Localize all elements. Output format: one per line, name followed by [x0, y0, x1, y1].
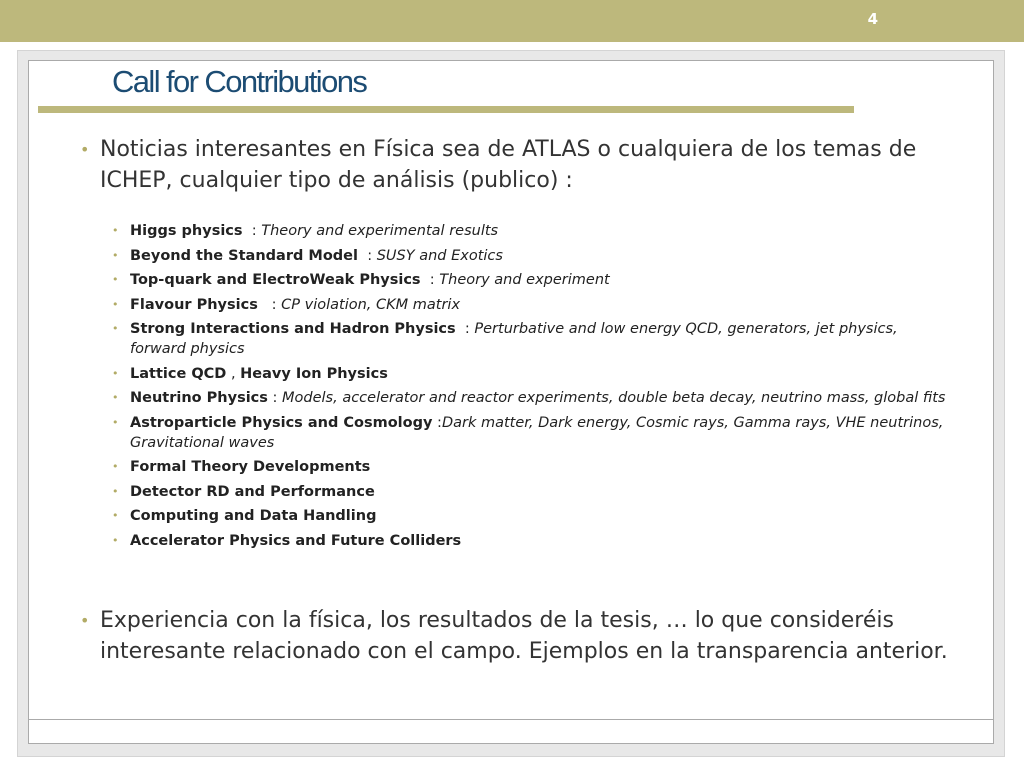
bullet-icon: • — [112, 322, 119, 335]
page-number: 4 — [867, 10, 878, 28]
bullet-icon: • — [112, 297, 119, 311]
topic-name: Formal Theory Developments — [130, 459, 371, 475]
topic-item — [112, 457, 950, 477]
topic-item — [112, 295, 950, 315]
topic-description: Theory and experiment — [439, 272, 610, 288]
topic-item — [112, 531, 950, 551]
topic-item — [112, 482, 950, 502]
topic-separator: , — [226, 365, 241, 382]
topic-separator: : — [358, 247, 377, 264]
topic-description: Dark matter, Dark energy, Cosmic rays, Gamma rays, VHE neutrinos, Gravitational waves — [130, 414, 944, 451]
bullet-icon: • — [80, 611, 90, 630]
bullet-icon: • — [112, 224, 119, 237]
topic-name: Computing and Data Handling — [130, 508, 377, 524]
bullet-icon: • — [112, 391, 119, 404]
topic-separator: : — [455, 321, 475, 337]
topic-description: SUSY and Exotics — [376, 247, 503, 264]
topic-item — [112, 388, 950, 408]
bullet-icon: • — [112, 273, 119, 286]
title-underline — [38, 106, 854, 113]
bullet-icon: • — [112, 484, 119, 498]
topic-item — [112, 506, 950, 526]
topic-name-secondary: Heavy Ion Physics — [240, 365, 388, 382]
topic-name: Higgs physics — [130, 223, 243, 239]
slide-title: Call for Contributions — [112, 64, 367, 99]
topic-item — [112, 270, 950, 290]
topic-name: Astroparticle Physics and Cosmology — [130, 414, 433, 431]
main-bullet-2 — [80, 605, 950, 667]
bullet-icon: • — [112, 460, 119, 473]
topic-item — [112, 413, 950, 453]
topic-separator: : — [257, 296, 282, 313]
topic-separator: : — [267, 390, 283, 406]
footer-divider — [28, 719, 994, 720]
main-bullet-text: Noticias interesantes en Física sea de ATLAS o cualquiera de los temas de ICHEP, cualquier tipo de análisis (publico) : — [100, 137, 917, 193]
topic-description: Models, accelerator and reactor experiments, double beta decay, neutrino mass, global fits — [282, 390, 946, 406]
topic-name: Beyond the Standard Model — [130, 247, 358, 264]
topic-name: Top-quark and ElectroWeak Physics — [130, 272, 421, 288]
topic-separator: : — [420, 272, 440, 288]
topic-name: Strong Interactions and Hadron Physics — [130, 321, 456, 337]
topic-description: Theory and experimental results — [261, 223, 499, 239]
topic-description: CP violation, CKM matrix — [281, 296, 461, 313]
topic-name: Lattice QCD — [130, 365, 227, 382]
topic-separator: : — [242, 223, 262, 239]
bullet-icon: • — [112, 248, 119, 262]
bullet-icon: • — [112, 533, 119, 547]
topic-item — [112, 364, 950, 384]
topic-name: Flavour Physics — [130, 296, 258, 313]
bullet-icon: • — [80, 140, 90, 159]
topic-item — [112, 246, 950, 266]
topic-name: Neutrino Physics — [130, 390, 268, 406]
main-bullet-text: Experiencia con la física, los resultados de la tesis, … lo que consideréis interesante relacionado con el campo. Ejemplos en la transparencia anterior. — [100, 608, 948, 664]
bullet-icon: • — [112, 509, 119, 522]
topic-name: Accelerator Physics and Future Colliders — [130, 532, 462, 549]
topic-item — [112, 221, 950, 241]
topic-item — [112, 319, 950, 359]
bullet-icon: • — [112, 415, 119, 429]
topic-name: Detector RD and Performance — [130, 483, 375, 500]
topics-list — [112, 221, 950, 555]
main-bullet-1 — [80, 134, 920, 196]
topic-description: Perturbative and low energy QCD, generators, jet physics, forward physics — [130, 321, 898, 357]
topic-separator: : — [432, 414, 442, 431]
bullet-icon: • — [112, 366, 119, 380]
top-banner — [0, 0, 1024, 42]
